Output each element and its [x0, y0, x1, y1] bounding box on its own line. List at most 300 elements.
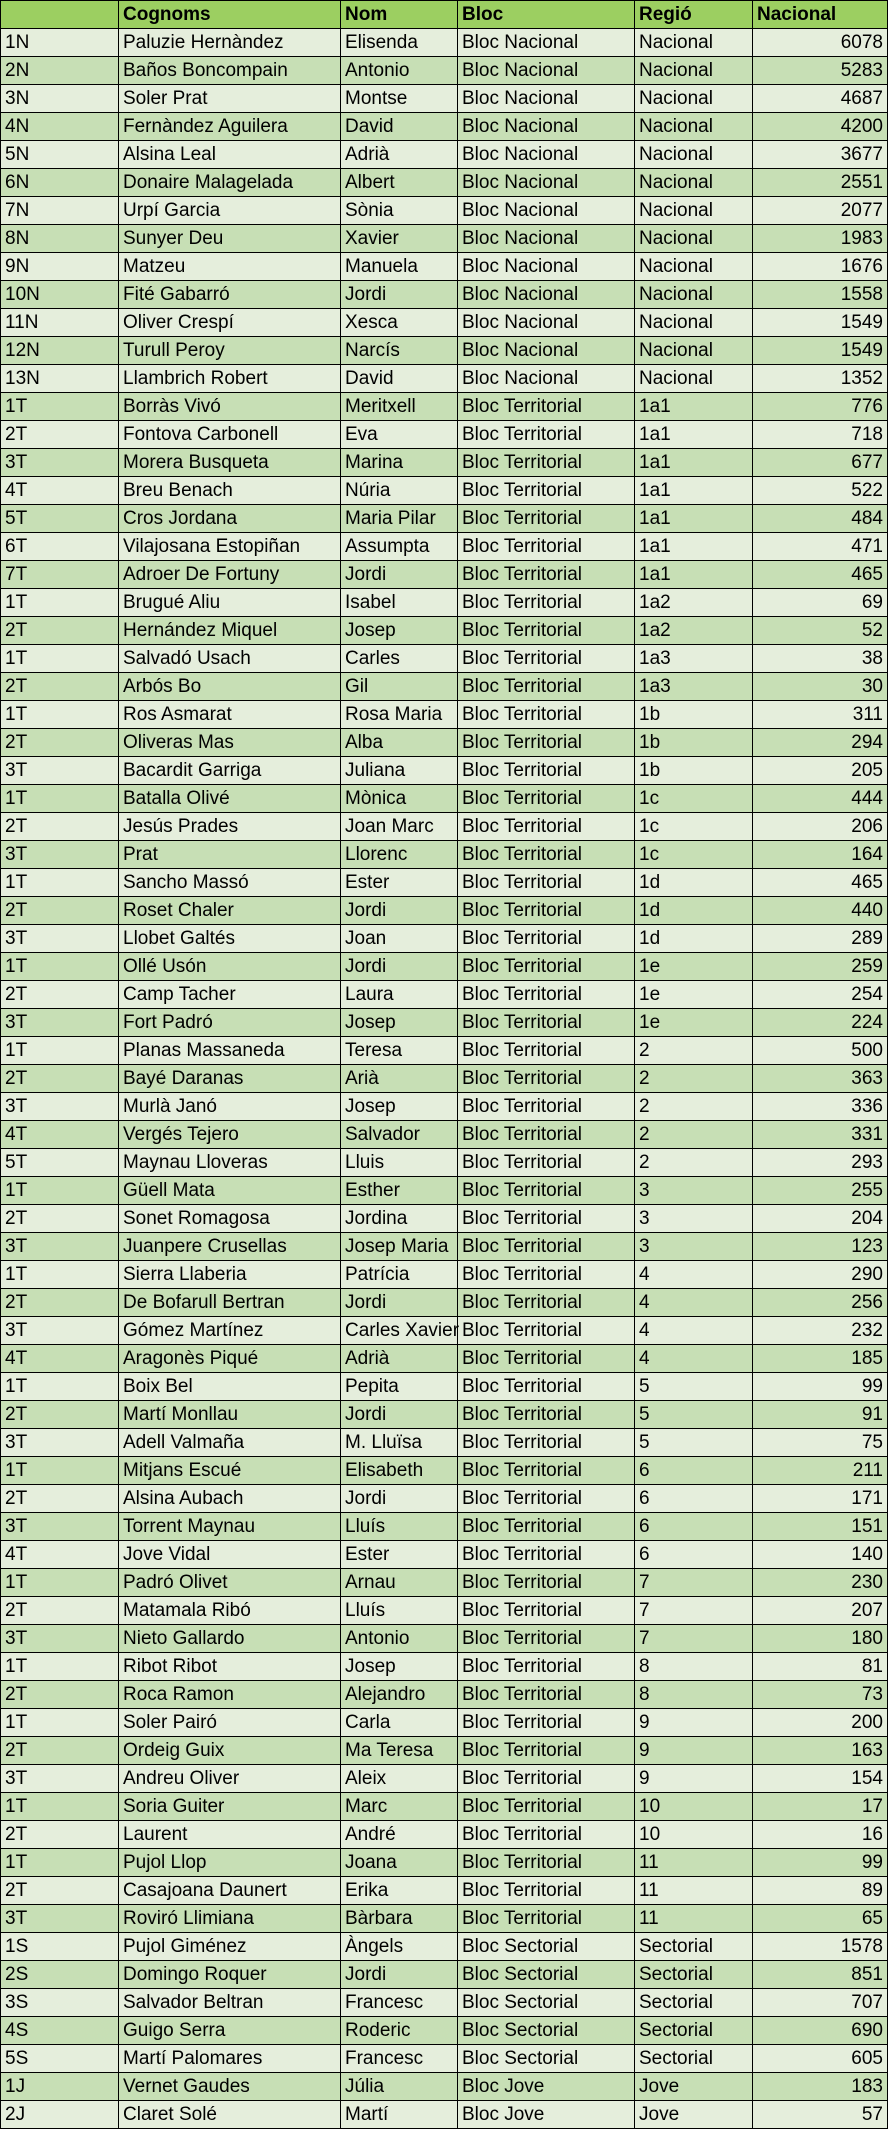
nom-cell: Ma Teresa — [341, 1737, 458, 1765]
code-cell: 1T — [1, 1793, 119, 1821]
code-cell: 2T — [1, 421, 119, 449]
nom-cell: Jordina — [341, 1205, 458, 1233]
nom-cell: Jordi — [341, 953, 458, 981]
regio-cell: 1e — [635, 1009, 753, 1037]
regio-cell: 2 — [635, 1037, 753, 1065]
nom-cell: Eva — [341, 421, 458, 449]
cognoms-cell: Padró Olivet — [119, 1569, 341, 1597]
bloc-cell: Bloc Nacional — [458, 337, 635, 365]
nom-cell: Jordi — [341, 1289, 458, 1317]
code-cell: 1T — [1, 1709, 119, 1737]
bloc-cell: Bloc Territorial — [458, 617, 635, 645]
regio-cell: 1a2 — [635, 589, 753, 617]
cognoms-cell: Hernández Miquel — [119, 617, 341, 645]
nom-cell: Sònia — [341, 197, 458, 225]
cognoms-cell: Borràs Vivó — [119, 393, 341, 421]
table-row — [1, 589, 888, 617]
cognoms-cell: Fort Padró — [119, 1009, 341, 1037]
cognoms-cell: Arbós Bo — [119, 673, 341, 701]
code-cell: 10N — [1, 281, 119, 309]
bloc-cell: Bloc Territorial — [458, 449, 635, 477]
table-row — [1, 1625, 888, 1653]
code-cell: 4S — [1, 2017, 119, 2045]
cognoms-cell: Sierra Llaberia — [119, 1261, 341, 1289]
cognoms-cell: Guigo Serra — [119, 2017, 341, 2045]
code-cell: 3T — [1, 1513, 119, 1541]
nom-cell: Josep — [341, 1653, 458, 1681]
nacional-cell: 440 — [753, 897, 888, 925]
code-cell: 7T — [1, 561, 119, 589]
table-row — [1, 337, 888, 365]
code-cell: 2T — [1, 1877, 119, 1905]
regio-cell: 5 — [635, 1401, 753, 1429]
cognoms-cell: Bacardit Garriga — [119, 757, 341, 785]
nacional-cell: 99 — [753, 1849, 888, 1877]
bloc-cell: Bloc Sectorial — [458, 1961, 635, 1989]
regio-cell: Nacional — [635, 57, 753, 85]
nom-cell: Jordi — [341, 1485, 458, 1513]
nacional-cell: 254 — [753, 981, 888, 1009]
code-cell: 1T — [1, 785, 119, 813]
nacional-cell: 200 — [753, 1709, 888, 1737]
column-header-bloc: Bloc — [458, 1, 635, 29]
bloc-cell: Bloc Territorial — [458, 1149, 635, 1177]
table-row — [1, 1373, 888, 1401]
cognoms-cell: Aragonès Piqué — [119, 1345, 341, 1373]
nacional-cell: 38 — [753, 645, 888, 673]
code-cell: 1T — [1, 1261, 119, 1289]
nom-cell: Elisenda — [341, 29, 458, 57]
nacional-cell: 776 — [753, 393, 888, 421]
table-row — [1, 981, 888, 1009]
cognoms-cell: Vergés Tejero — [119, 1121, 341, 1149]
code-cell: 2N — [1, 57, 119, 85]
code-cell: 3T — [1, 1765, 119, 1793]
bloc-cell: Bloc Territorial — [458, 925, 635, 953]
bloc-cell: Bloc Territorial — [458, 1429, 635, 1457]
code-cell: 2T — [1, 813, 119, 841]
nom-cell: Maria Pilar — [341, 505, 458, 533]
regio-cell: 2 — [635, 1121, 753, 1149]
cognoms-cell: Vilajosana Estopiñan — [119, 533, 341, 561]
code-cell: 1T — [1, 869, 119, 897]
bloc-cell: Bloc Sectorial — [458, 2045, 635, 2073]
bloc-cell: Bloc Territorial — [458, 785, 635, 813]
nacional-cell: 185 — [753, 1345, 888, 1373]
cognoms-cell: Casajoana Daunert — [119, 1877, 341, 1905]
code-cell: 1N — [1, 29, 119, 57]
regio-cell: 1e — [635, 981, 753, 1009]
regio-cell: 1c — [635, 813, 753, 841]
regio-cell: 1a3 — [635, 673, 753, 701]
nacional-cell: 232 — [753, 1317, 888, 1345]
regio-cell: Nacional — [635, 253, 753, 281]
nacional-cell: 57 — [753, 2101, 888, 2129]
table-row — [1, 141, 888, 169]
regio-cell: 5 — [635, 1373, 753, 1401]
code-cell: 3T — [1, 1905, 119, 1933]
bloc-cell: Bloc Territorial — [458, 1121, 635, 1149]
nacional-cell: 5283 — [753, 57, 888, 85]
code-cell: 2T — [1, 729, 119, 757]
bloc-cell: Bloc Territorial — [458, 953, 635, 981]
table-row — [1, 729, 888, 757]
table-row — [1, 2045, 888, 2073]
bloc-cell: Bloc Territorial — [458, 1205, 635, 1233]
bloc-cell: Bloc Territorial — [458, 589, 635, 617]
column-header-nacional: Nacional — [753, 1, 888, 29]
cognoms-cell: Roca Ramon — [119, 1681, 341, 1709]
regio-cell: Nacional — [635, 197, 753, 225]
table-row — [1, 1401, 888, 1429]
table-row — [1, 393, 888, 421]
regio-cell: 9 — [635, 1709, 753, 1737]
regio-cell: 10 — [635, 1793, 753, 1821]
regio-cell: Nacional — [635, 309, 753, 337]
table-row — [1, 421, 888, 449]
bloc-cell: Bloc Nacional — [458, 197, 635, 225]
table-row — [1, 785, 888, 813]
table-row — [1, 1261, 888, 1289]
cognoms-cell: Oliveras Mas — [119, 729, 341, 757]
regio-cell: Sectorial — [635, 2017, 753, 2045]
table-row — [1, 869, 888, 897]
nacional-cell: 207 — [753, 1597, 888, 1625]
cognoms-cell: Salvadó Usach — [119, 645, 341, 673]
code-cell: 4T — [1, 1541, 119, 1569]
nom-cell: Josep Maria — [341, 1233, 458, 1261]
nacional-cell: 289 — [753, 925, 888, 953]
bloc-cell: Bloc Nacional — [458, 309, 635, 337]
regio-cell: 1d — [635, 925, 753, 953]
cognoms-cell: Laurent — [119, 1821, 341, 1849]
code-cell: 1T — [1, 1037, 119, 1065]
table-row — [1, 561, 888, 589]
nacional-cell: 718 — [753, 421, 888, 449]
cognoms-cell: Brugué Aliu — [119, 589, 341, 617]
nacional-cell: 471 — [753, 533, 888, 561]
nom-cell: Joan — [341, 925, 458, 953]
cognoms-cell: Turull Peroy — [119, 337, 341, 365]
regio-cell: 4 — [635, 1345, 753, 1373]
table-row — [1, 1765, 888, 1793]
regio-cell: 4 — [635, 1317, 753, 1345]
cognoms-cell: Ollé Usón — [119, 953, 341, 981]
regio-cell: 3 — [635, 1233, 753, 1261]
nom-cell: Àngels — [341, 1933, 458, 1961]
nom-cell: Xavier — [341, 225, 458, 253]
nacional-cell: 140 — [753, 1541, 888, 1569]
nacional-cell: 290 — [753, 1261, 888, 1289]
cognoms-cell: Fontova Carbonell — [119, 421, 341, 449]
bloc-cell: Bloc Territorial — [458, 645, 635, 673]
cognoms-cell: Matzeu — [119, 253, 341, 281]
regio-cell: 3 — [635, 1205, 753, 1233]
cognoms-cell: Maynau Lloveras — [119, 1149, 341, 1177]
nom-cell: Lluis — [341, 1149, 458, 1177]
nom-cell: Arià — [341, 1065, 458, 1093]
bloc-cell: Bloc Nacional — [458, 29, 635, 57]
cognoms-cell: Paluzie Hernàndez — [119, 29, 341, 57]
cognoms-cell: Vernet Gaudes — [119, 2073, 341, 2101]
table-row — [1, 1149, 888, 1177]
table-row — [1, 169, 888, 197]
nacional-cell: 230 — [753, 1569, 888, 1597]
code-cell: 3S — [1, 1989, 119, 2017]
table-row — [1, 1821, 888, 1849]
cognoms-cell: Soria Guiter — [119, 1793, 341, 1821]
code-cell: 1S — [1, 1933, 119, 1961]
bloc-cell: Bloc Territorial — [458, 729, 635, 757]
bloc-cell: Bloc Sectorial — [458, 2017, 635, 2045]
bloc-cell: Bloc Nacional — [458, 113, 635, 141]
code-cell: 6T — [1, 533, 119, 561]
nacional-cell: 52 — [753, 617, 888, 645]
cognoms-cell: Soler Pairó — [119, 1709, 341, 1737]
nacional-cell: 164 — [753, 841, 888, 869]
regio-cell: 1c — [635, 841, 753, 869]
bloc-cell: Bloc Territorial — [458, 1821, 635, 1849]
regio-cell: 8 — [635, 1681, 753, 1709]
nom-cell: Bàrbara — [341, 1905, 458, 1933]
code-cell: 2T — [1, 981, 119, 1009]
table-row — [1, 757, 888, 785]
bloc-cell: Bloc Territorial — [458, 1457, 635, 1485]
nacional-cell: 500 — [753, 1037, 888, 1065]
code-cell: 2T — [1, 1205, 119, 1233]
regio-cell: 11 — [635, 1905, 753, 1933]
table-row — [1, 477, 888, 505]
code-cell: 1J — [1, 2073, 119, 2101]
regio-cell: 7 — [635, 1625, 753, 1653]
bloc-cell: Bloc Territorial — [458, 1009, 635, 1037]
bloc-cell: Bloc Territorial — [458, 1905, 635, 1933]
regio-cell: 6 — [635, 1513, 753, 1541]
table-row — [1, 1345, 888, 1373]
bloc-cell: Bloc Territorial — [458, 813, 635, 841]
cognoms-cell: Sonet Romagosa — [119, 1205, 341, 1233]
code-cell: 1T — [1, 393, 119, 421]
nacional-cell: 255 — [753, 1177, 888, 1205]
cognoms-cell: Fité Gabarró — [119, 281, 341, 309]
regio-cell: 2 — [635, 1149, 753, 1177]
nom-cell: Patrícia — [341, 1261, 458, 1289]
bloc-cell: Bloc Territorial — [458, 393, 635, 421]
table-row — [1, 1793, 888, 1821]
regio-cell: 3 — [635, 1177, 753, 1205]
nacional-cell: 6078 — [753, 29, 888, 57]
table-row — [1, 1989, 888, 2017]
cognoms-cell: Domingo Roquer — [119, 1961, 341, 1989]
table-row — [1, 617, 888, 645]
code-cell: 2T — [1, 1289, 119, 1317]
table-row — [1, 1569, 888, 1597]
regio-cell: Sectorial — [635, 2045, 753, 2073]
table-row — [1, 1541, 888, 1569]
cognoms-cell: Murlà Janó — [119, 1093, 341, 1121]
regio-cell: 2 — [635, 1093, 753, 1121]
table-row — [1, 1317, 888, 1345]
table-row — [1, 1429, 888, 1457]
bloc-cell: Bloc Territorial — [458, 841, 635, 869]
code-cell: 2T — [1, 617, 119, 645]
nacional-cell: 4200 — [753, 113, 888, 141]
regio-cell: Jove — [635, 2073, 753, 2101]
bloc-cell: Bloc Territorial — [458, 1177, 635, 1205]
nacional-cell: 690 — [753, 2017, 888, 2045]
table-row — [1, 1737, 888, 1765]
nom-cell: Narcís — [341, 337, 458, 365]
regio-cell: 1b — [635, 757, 753, 785]
nom-cell: Adrià — [341, 1345, 458, 1373]
nom-cell: Marc — [341, 1793, 458, 1821]
regio-cell: Sectorial — [635, 1933, 753, 1961]
table-row — [1, 29, 888, 57]
table-row — [1, 309, 888, 337]
nacional-cell: 30 — [753, 673, 888, 701]
bloc-cell: Bloc Territorial — [458, 533, 635, 561]
nacional-cell: 204 — [753, 1205, 888, 1233]
table-row — [1, 449, 888, 477]
cognoms-cell: Güell Mata — [119, 1177, 341, 1205]
nacional-cell: 89 — [753, 1877, 888, 1905]
cognoms-cell: Urpí Garcia — [119, 197, 341, 225]
cognoms-cell: Llobet Galtés — [119, 925, 341, 953]
nacional-cell: 259 — [753, 953, 888, 981]
regio-cell: Nacional — [635, 225, 753, 253]
bloc-cell: Bloc Territorial — [458, 1037, 635, 1065]
nom-cell: Josep — [341, 617, 458, 645]
nacional-cell: 171 — [753, 1485, 888, 1513]
nom-cell: Jordi — [341, 1961, 458, 1989]
code-cell: 3N — [1, 85, 119, 113]
nacional-cell: 154 — [753, 1765, 888, 1793]
cognoms-cell: Cros Jordana — [119, 505, 341, 533]
bloc-cell: Bloc Territorial — [458, 1793, 635, 1821]
regio-cell: 9 — [635, 1737, 753, 1765]
regio-cell: 1a1 — [635, 449, 753, 477]
table-row — [1, 1009, 888, 1037]
nom-cell: Lluís — [341, 1597, 458, 1625]
nom-cell: Alejandro — [341, 1681, 458, 1709]
nom-cell: Llorenc — [341, 841, 458, 869]
nom-cell: Francesc — [341, 2045, 458, 2073]
nom-cell: Albert — [341, 169, 458, 197]
nom-cell: Rosa Maria — [341, 701, 458, 729]
code-cell: 3T — [1, 1317, 119, 1345]
table-row — [1, 57, 888, 85]
table-row — [1, 701, 888, 729]
regio-cell: 6 — [635, 1457, 753, 1485]
nacional-cell: 123 — [753, 1233, 888, 1261]
nacional-cell: 522 — [753, 477, 888, 505]
nacional-cell: 3677 — [753, 141, 888, 169]
cognoms-cell: Ribot Ribot — [119, 1653, 341, 1681]
code-cell: 3T — [1, 1009, 119, 1037]
table-row — [1, 1849, 888, 1877]
bloc-cell: Bloc Sectorial — [458, 1933, 635, 1961]
regio-cell: 5 — [635, 1429, 753, 1457]
table-row — [1, 197, 888, 225]
table-body — [1, 29, 888, 2129]
table-row — [1, 225, 888, 253]
nom-cell: Manuela — [341, 253, 458, 281]
table-row — [1, 925, 888, 953]
cognoms-cell: Sancho Massó — [119, 869, 341, 897]
nom-cell: Pepita — [341, 1373, 458, 1401]
code-cell: 3T — [1, 841, 119, 869]
code-cell: 4T — [1, 477, 119, 505]
regio-cell: Nacional — [635, 85, 753, 113]
bloc-cell: Bloc Territorial — [458, 1653, 635, 1681]
code-cell: 3T — [1, 1429, 119, 1457]
nom-cell: Carles Xavier — [341, 1317, 458, 1345]
cognoms-cell: Mitjans Escué — [119, 1457, 341, 1485]
code-cell: 1T — [1, 589, 119, 617]
regio-cell: 9 — [635, 1765, 753, 1793]
nom-cell: Joana — [341, 1849, 458, 1877]
table-row — [1, 645, 888, 673]
cognoms-cell: Salvador Beltran — [119, 1989, 341, 2017]
nom-cell: David — [341, 113, 458, 141]
bloc-cell: Bloc Territorial — [458, 1065, 635, 1093]
cognoms-cell: Fernàndez Aguilera — [119, 113, 341, 141]
column-header-code — [1, 1, 119, 29]
nom-cell: Meritxell — [341, 393, 458, 421]
bloc-cell: Bloc Nacional — [458, 57, 635, 85]
cognoms-cell: Prat — [119, 841, 341, 869]
nom-cell: Josep — [341, 1093, 458, 1121]
nom-cell: Jordi — [341, 561, 458, 589]
nom-cell: Montse — [341, 85, 458, 113]
table-row — [1, 2101, 888, 2129]
nom-cell: Antonio — [341, 57, 458, 85]
cognoms-cell: Roviró Llimiana — [119, 1905, 341, 1933]
bloc-cell: Bloc Territorial — [458, 1289, 635, 1317]
nom-cell: Carla — [341, 1709, 458, 1737]
nacional-cell: 75 — [753, 1429, 888, 1457]
nacional-cell: 206 — [753, 813, 888, 841]
bloc-cell: Bloc Nacional — [458, 281, 635, 309]
table-row — [1, 533, 888, 561]
table-row — [1, 281, 888, 309]
cognoms-cell: Adroer De Fortuny — [119, 561, 341, 589]
code-cell: 1T — [1, 1653, 119, 1681]
table-row — [1, 1177, 888, 1205]
cognoms-cell: Martí Monllau — [119, 1401, 341, 1429]
nom-cell: Erika — [341, 1877, 458, 1905]
cognoms-cell: Baños Boncompain — [119, 57, 341, 85]
code-cell: 2T — [1, 1401, 119, 1429]
nacional-cell: 81 — [753, 1653, 888, 1681]
code-cell: 5N — [1, 141, 119, 169]
nacional-cell: 91 — [753, 1401, 888, 1429]
code-cell: 3T — [1, 1625, 119, 1653]
cognoms-cell: Boix Bel — [119, 1373, 341, 1401]
table-row — [1, 1905, 888, 1933]
nacional-cell: 99 — [753, 1373, 888, 1401]
bloc-cell: Bloc Territorial — [458, 1485, 635, 1513]
bloc-cell: Bloc Territorial — [458, 1597, 635, 1625]
table-row — [1, 253, 888, 281]
nom-cell: Jordi — [341, 1401, 458, 1429]
nom-cell: Xesca — [341, 309, 458, 337]
regio-cell: 1a1 — [635, 393, 753, 421]
nacional-cell: 2077 — [753, 197, 888, 225]
nacional-cell: 2551 — [753, 169, 888, 197]
nom-cell: Assumpta — [341, 533, 458, 561]
table-row — [1, 841, 888, 869]
